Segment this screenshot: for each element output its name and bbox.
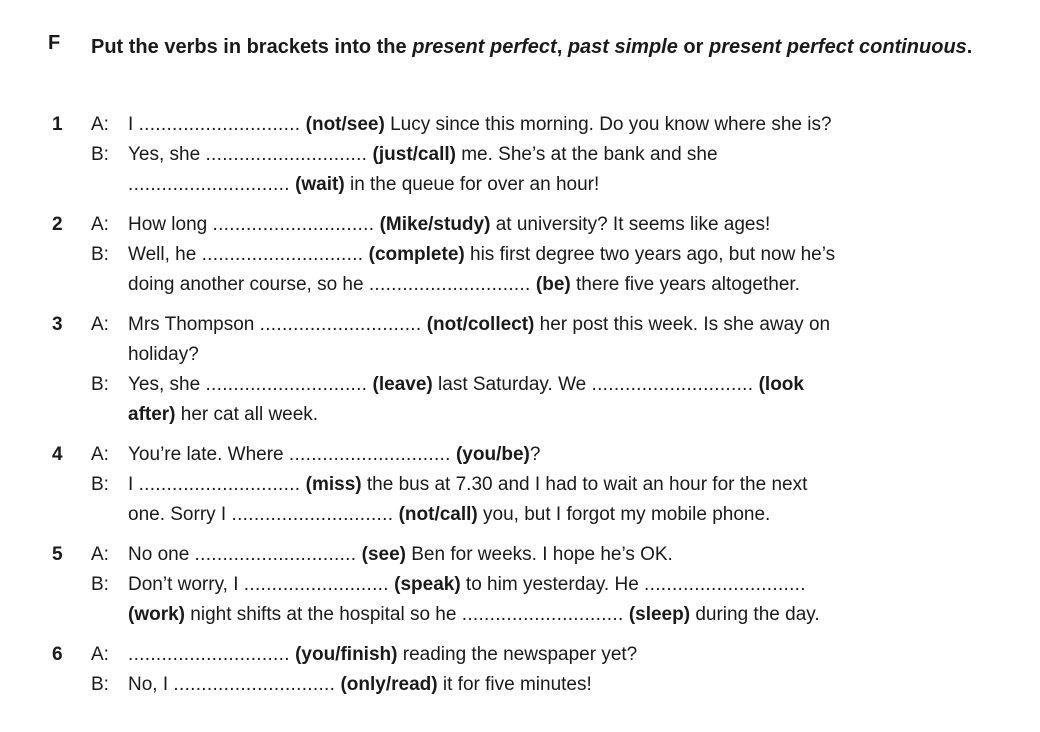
exercise-line (0, 640, 1040, 670)
line-text (128, 540, 673, 570)
verb-prompt: (be) (535, 274, 571, 295)
answer-blank: ............................. (259, 314, 422, 335)
instructions-text: . (966, 36, 973, 58)
question-number: 2 (52, 214, 63, 235)
instructions-emphasis: past simple (567, 36, 678, 58)
question-number: 6 (52, 644, 63, 665)
verb-prompt: (not/call) (398, 504, 478, 525)
exercise-line (0, 340, 1040, 370)
exercise-line (0, 140, 1040, 170)
line-text (128, 600, 820, 630)
text-segment: one. Sorry I (128, 504, 232, 525)
speaker-label: A: (91, 444, 109, 465)
text-segment: Lucy since this morning. Do you know where she is? (384, 114, 832, 135)
line-text (128, 670, 592, 700)
answer-blank: ............................. (591, 374, 754, 395)
answer-blank: ............................. (205, 374, 368, 395)
verb-prompt: (miss) (305, 474, 362, 495)
instructions-text: or (677, 36, 709, 58)
question-number: 4 (52, 444, 63, 465)
instructions-text: Put the verbs in brackets into the (91, 36, 413, 58)
verb-prompt: (you/finish) (295, 644, 398, 665)
text-segment: there five years altogether. (570, 274, 800, 295)
speaker-label: A: (91, 214, 109, 235)
exercise-line (0, 110, 1040, 140)
text-segment: I (128, 474, 139, 495)
answer-blank: ............................. (128, 174, 290, 195)
line-text (128, 240, 835, 270)
answer-blank: ............................. (368, 274, 531, 295)
text-segment: me. She’s at the bank and she (455, 144, 718, 165)
answer-blank: ............................. (205, 144, 368, 165)
text-segment: Ben for weeks. I hope he’s OK. (405, 544, 673, 565)
section-letter: F (48, 32, 61, 54)
verb-prompt: (see) (361, 544, 406, 565)
text-segment: holiday? (128, 344, 199, 365)
instructions-emphasis: present perfect (412, 36, 557, 58)
text-segment: last Saturday. We (432, 374, 592, 395)
verb-prompt: (Mike/study) (379, 214, 491, 235)
verb-prompt: (not/collect) (426, 314, 535, 335)
answer-blank: ............................. (644, 574, 806, 595)
verb-prompt: (just/call) (372, 144, 456, 165)
exercise-line (0, 440, 1040, 470)
speaker-label: A: (91, 114, 109, 135)
speaker-label: A: (91, 644, 109, 665)
text-segment: Yes, she (128, 144, 206, 165)
text-segment: doing another course, so he (128, 274, 369, 295)
text-segment: No, I (128, 674, 174, 695)
text-segment: in the queue for over an hour! (344, 174, 600, 195)
verb-prompt: (not/see) (305, 114, 385, 135)
speaker-label: B: (91, 474, 109, 495)
answer-blank: .......................... (243, 574, 389, 595)
text-segment: How long (128, 214, 213, 235)
speaker-label: A: (91, 544, 109, 565)
speaker-label: A: (91, 314, 109, 335)
exercise-line (0, 570, 1040, 600)
exercise-line (0, 400, 1040, 430)
answer-blank: ............................. (231, 504, 394, 525)
line-text (128, 110, 832, 140)
answer-blank: ............................. (128, 644, 290, 665)
text-segment: her post this week. Is she away on (534, 314, 831, 335)
text-segment: it for five minutes! (437, 674, 592, 695)
line-text (128, 210, 770, 240)
text-segment: during the day. (690, 604, 820, 625)
text-segment: Mrs Thompson (128, 314, 260, 335)
exercise-line (0, 370, 1040, 400)
text-segment: You’re late. Where (128, 444, 289, 465)
answer-blank: ............................. (173, 674, 336, 695)
line-text (128, 340, 199, 370)
text-segment: ? (529, 444, 541, 465)
text-segment: you, but I forgot my mobile phone. (477, 504, 771, 525)
exercise-line (0, 600, 1040, 630)
answer-blank: ............................. (138, 474, 301, 495)
verb-prompt: (only/read) (340, 674, 438, 695)
speaker-label: B: (91, 674, 109, 695)
answer-blank: ............................. (288, 444, 451, 465)
text-segment: Yes, she (128, 374, 206, 395)
answer-blank: ............................. (201, 244, 364, 265)
instructions-emphasis: present perfect continuous (708, 36, 967, 58)
text-segment: to him yesterday. He (460, 574, 645, 595)
line-text (128, 570, 806, 600)
question-number: 5 (52, 544, 63, 565)
text-segment: Well, he (128, 244, 202, 265)
verb-prompt: (look (758, 374, 804, 395)
verb-prompt: (speak) (394, 574, 461, 595)
line-text (128, 500, 770, 530)
text-segment: at university? It seems like ages! (490, 214, 771, 235)
answer-blank: ............................. (212, 214, 375, 235)
exercise-line (0, 500, 1040, 530)
exercise-instructions (91, 32, 991, 62)
line-text (128, 400, 318, 430)
question-number: 1 (52, 114, 63, 135)
verb-prompt: (wait) (295, 174, 345, 195)
text-segment: Don’t worry, I (128, 574, 244, 595)
exercise-line (0, 310, 1040, 340)
speaker-label: B: (91, 374, 109, 395)
instructions-text: , (556, 36, 568, 58)
answer-blank: ............................. (194, 544, 357, 565)
exercise-line (0, 240, 1040, 270)
answer-blank: ............................. (138, 114, 301, 135)
text-segment: the bus at 7.30 and I had to wait an hour for the next (361, 474, 808, 495)
exercise-line (0, 210, 1040, 240)
line-text (128, 440, 540, 470)
text-segment: reading the newspaper yet? (397, 644, 638, 665)
verb-prompt: (you/be) (455, 444, 530, 465)
line-text (128, 140, 718, 170)
exercise-line (0, 170, 1040, 200)
exercise-line (0, 540, 1040, 570)
exercise-line (0, 670, 1040, 700)
verb-prompt: (sleep) (628, 604, 691, 625)
verb-prompt: after) (128, 404, 176, 425)
text-segment: her cat all week. (175, 404, 319, 425)
line-text (128, 310, 830, 340)
text-segment: his first degree two years ago, but now he’s (464, 244, 836, 265)
line-text (128, 640, 637, 670)
question-number: 3 (52, 314, 63, 335)
line-text (128, 470, 807, 500)
speaker-label: B: (91, 144, 109, 165)
line-text (128, 370, 804, 400)
text-segment: night shifts at the hospital so he (185, 604, 462, 625)
text-segment: No one (128, 544, 195, 565)
answer-blank: ............................. (461, 604, 624, 625)
exercise-line (0, 270, 1040, 300)
verb-prompt: (leave) (372, 374, 433, 395)
verb-prompt: (complete) (368, 244, 465, 265)
text-segment: I (128, 114, 139, 135)
verb-prompt: (work) (128, 604, 185, 625)
exercise-line (0, 470, 1040, 500)
speaker-label: B: (91, 244, 109, 265)
line-text (128, 170, 599, 200)
line-text (128, 270, 800, 300)
speaker-label: B: (91, 574, 109, 595)
